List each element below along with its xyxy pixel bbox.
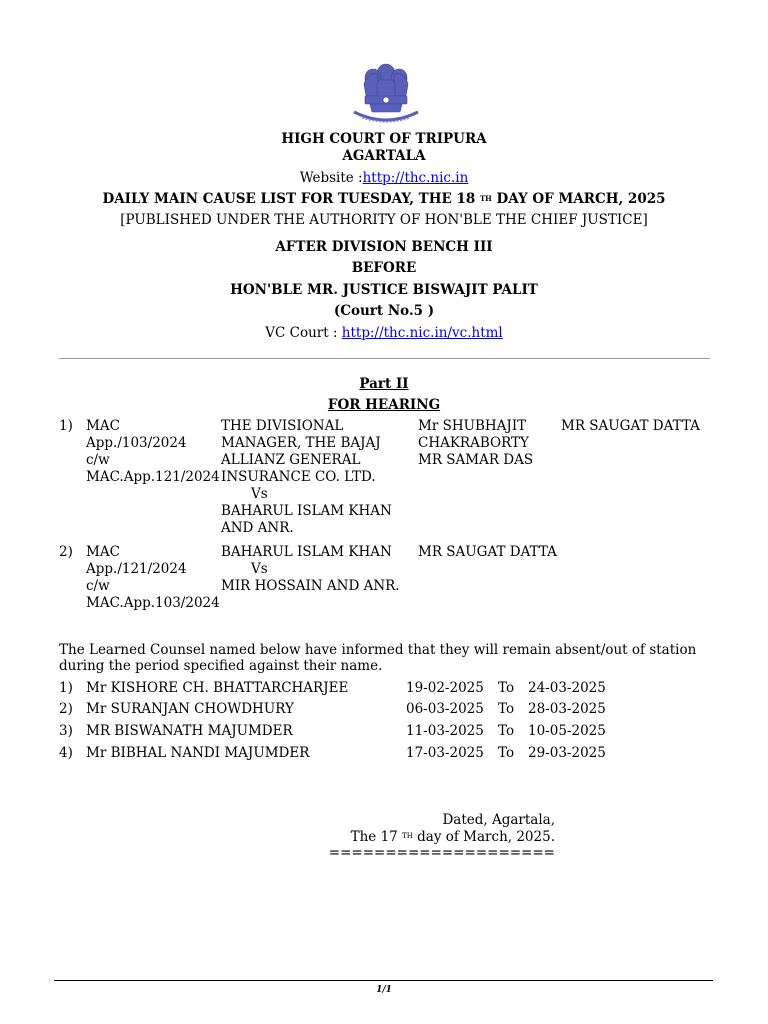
cause-list-title-post: DAY OF MARCH, 2025	[496, 191, 666, 207]
absence-serial: 4)	[59, 745, 73, 761]
absence-to-date: 29-03-2025	[528, 745, 606, 761]
vc-court-label: VC Court :	[265, 325, 338, 341]
counsel-line: CHAKRABORTY	[418, 435, 529, 451]
dated-date-pre: The 17	[350, 829, 398, 845]
footer-divider	[54, 980, 713, 981]
petitioner-counsel	[418, 418, 533, 469]
before-label: BEFORE	[351, 260, 417, 276]
counsel-line: Mr SHUBHAJIT	[418, 418, 527, 434]
case-number-line: App./121/2024	[86, 561, 187, 577]
dated-date-post: day of March, 2025.	[417, 829, 555, 845]
versus-label: Vs	[251, 561, 268, 577]
case-number-line: c/w	[86, 452, 110, 468]
published-note: [PUBLISHED UNDER THE AUTHORITY OF HON'BLE THE CHIEF JUSTICE]	[120, 212, 648, 228]
absence-to-label: To	[498, 701, 515, 717]
absence-to-date: 24-03-2025	[528, 680, 606, 696]
dated-place: Dated, Agartala,	[442, 812, 555, 828]
part-heading: Part II	[359, 376, 409, 392]
dated-date-sup: TH	[402, 832, 413, 840]
absence-from-date: 17-03-2025	[406, 745, 484, 761]
case-number	[86, 544, 220, 612]
case-serial: 2)	[59, 544, 73, 560]
court-city: AGARTALA	[342, 148, 426, 164]
state-emblem-icon	[348, 62, 424, 126]
counsel-line: MR SAUGAT DATTA	[561, 418, 700, 434]
party-line: INSURANCE CO. LTD.	[221, 469, 376, 485]
website-label: Website :	[299, 170, 363, 186]
case-parties	[221, 418, 392, 537]
case-number-line: MAC.App.121/2024	[86, 469, 220, 485]
party-line: AND ANR.	[221, 520, 294, 536]
cause-list-title	[0, 191, 768, 208]
case-number-line: MAC.App.103/2024	[86, 595, 220, 611]
cause-list-title-sup: TH	[479, 194, 492, 203]
party-line: THE DIVISIONAL	[221, 418, 344, 434]
cause-list-title-pre: DAILY MAIN CAUSE LIST FOR TUESDAY, THE 18	[102, 191, 476, 207]
vc-court-line	[0, 325, 768, 342]
case-number-line: c/w	[86, 578, 110, 594]
absence-serial: 3)	[59, 723, 73, 739]
case-parties	[221, 544, 400, 595]
for-hearing-heading: FOR HEARING	[327, 397, 441, 413]
judge-name: HON'BLE MR. JUSTICE BISWAJIT PALIT	[230, 282, 538, 298]
absence-counsel-name: Mr KISHORE CH. BHATTARCHARJEE	[86, 680, 349, 696]
page-number: 1/1	[376, 985, 392, 995]
court-number: (Court No.5 )	[333, 303, 435, 319]
absence-to-label: To	[498, 723, 515, 739]
respondent-counsel	[561, 418, 700, 435]
party-line: ALLIANZ GENERAL	[221, 452, 361, 468]
website-link[interactable]: http://thc.nic.in	[362, 170, 469, 186]
absence-to-date: 10-05-2025	[528, 723, 606, 739]
absence-from-date: 06-03-2025	[406, 701, 484, 717]
petitioner-counsel	[418, 544, 557, 561]
absence-serial: 1)	[59, 680, 73, 696]
case-serial: 1)	[59, 418, 73, 434]
absence-counsel-name: Mr SURANJAN CHOWDHURY	[86, 701, 294, 717]
vc-court-link[interactable]: http://thc.nic.in/vc.html	[341, 325, 503, 341]
absence-to-label: To	[498, 745, 515, 761]
absence-to-date: 28-03-2025	[528, 701, 606, 717]
counsel-line: MR SAMAR DAS	[418, 452, 534, 468]
website-line	[0, 170, 768, 187]
party-line: MANAGER, THE BAJAJ	[221, 435, 381, 451]
case-number-line: MAC	[86, 418, 120, 434]
court-name: HIGH COURT OF TRIPURA	[281, 131, 487, 147]
case-number-line: MAC	[86, 544, 120, 560]
party-line: BAHARUL ISLAM KHAN	[221, 544, 392, 560]
header-divider	[59, 358, 710, 359]
party-line: MIR HOSSAIN AND ANR.	[221, 578, 400, 594]
case-number	[86, 418, 220, 486]
absence-from-date: 19-02-2025	[406, 680, 484, 696]
versus-label: Vs	[251, 486, 268, 502]
dated-separator: ====================	[328, 845, 555, 861]
absence-counsel-name: Mr BIBHAL NANDI MAJUMDER	[86, 745, 310, 761]
absence-note-line2: during the period specified against their name.	[59, 658, 383, 674]
absence-to-label: To	[498, 680, 515, 696]
bench-name: AFTER DIVISION BENCH III	[275, 239, 493, 255]
absence-from-date: 11-03-2025	[406, 723, 484, 739]
party-line: BAHARUL ISLAM KHAN	[221, 503, 392, 519]
dated-date	[300, 829, 555, 846]
counsel-line: MR SAUGAT DATTA	[418, 544, 557, 560]
case-number-line: App./103/2024	[86, 435, 187, 451]
absence-note-line1: The Learned Counsel named below have informed that they will remain absent/out of station	[59, 642, 697, 658]
absence-serial: 2)	[59, 701, 73, 717]
absence-counsel-name: MR BISWANATH MAJUMDER	[86, 723, 293, 739]
